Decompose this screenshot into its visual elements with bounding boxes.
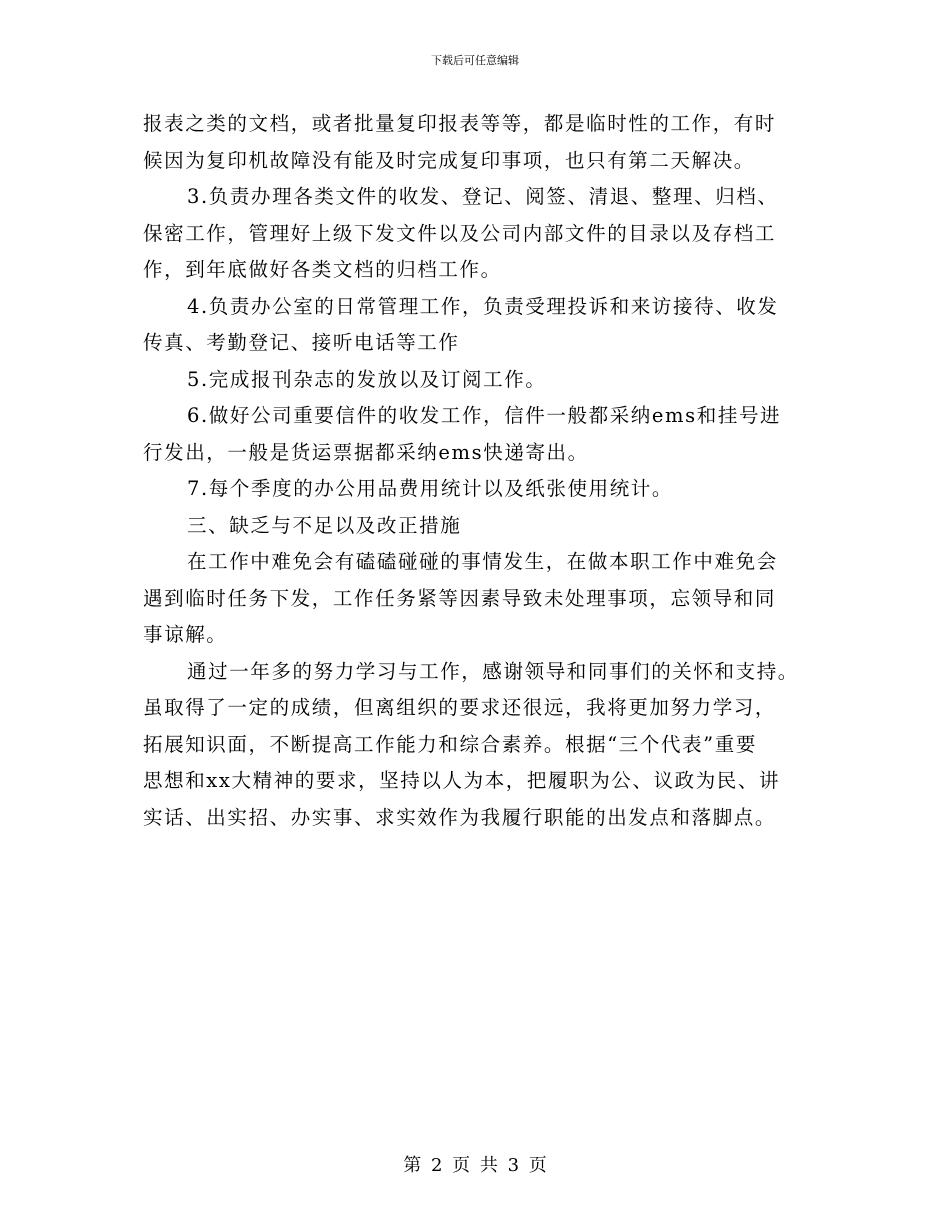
paragraph-line: 7.每个季度的办公用品费用统计以及纸张使用统计。 (187, 477, 674, 500)
paragraph-line: 遇到临时任务下发，工作任务紧等因素导致未处理事项，忘领导和同 (143, 586, 777, 610)
section-heading (143, 508, 811, 545)
paragraph-line: 事谅解。 (143, 623, 228, 646)
paragraph-line: 候因为复印机故障没有能及时完成复印事项，也只有第二天解决。 (143, 148, 755, 172)
paragraph-shortcomings (143, 544, 811, 654)
paragraph-1 (143, 106, 811, 179)
paragraph-line: 6.做好公司重要信件的收发工作，信件一般都采纳ems和挂号进 (187, 404, 782, 427)
paragraph-line: 3.负责办理各类文件的收发、登记、阅签、清退、整理、归档、 (187, 185, 779, 208)
paragraph-conclusion (143, 654, 811, 837)
paragraph-line: 通过一年多的努力学习与工作，感谢领导和同事们的关怀和支持。 (187, 659, 799, 683)
paragraph-line: 在工作中难免会有磕磕碰碰的事情发生，在做本职工作中难免会 (187, 550, 778, 573)
paragraph-line: 拓展知识面，不断提高工作能力和综合素养。根据“三个代表”重要 (143, 732, 757, 756)
paragraph-line: 报表之类的文档，或者批量复印报表等等，都是临时性的工作，有时 (143, 112, 777, 135)
document-body (143, 106, 811, 836)
paragraph-item-4 (143, 289, 811, 362)
paragraph-line: 4.负责办公室的日常管理工作，负责受理投诉和来访接待、收发 (187, 294, 779, 318)
paragraph-line: 作，到年底做好各类文档的归档工作。 (143, 258, 502, 281)
paragraph-line: 5.完成报刊杂志的发放以及订阅工作。 (187, 367, 547, 391)
paragraph-item-6 (143, 398, 811, 471)
page-number: 第 2 页 共 3 页 (403, 1155, 547, 1176)
paragraph-line: 思想和xx大精神的要求，坚持以人为本，把履职为公、议政为民、讲 (143, 769, 781, 792)
paragraph-line: 实话、出实招、办实事、求实效作为我履行职能的出发点和落脚点。 (143, 805, 777, 829)
paragraph-line: 行发出，一般是货运票据都采纳ems快递寄出。 (143, 440, 589, 464)
paragraph-item-7 (143, 471, 811, 508)
page-header: 下载后可任意编辑 (431, 54, 519, 67)
paragraph-line: 传真、考勤登记、接听电话等工作 (143, 331, 460, 354)
paragraph-line: 三、缺乏与不足以及改正措施 (187, 513, 462, 537)
paragraph-item-5 (143, 362, 811, 399)
paragraph-line: 保密工作，管理好上级下发文件以及公司内部文件的目录以及存档工 (143, 221, 777, 245)
paragraph-line: 虽取得了一定的成绩，但离组织的要求还很远，我将更加努力学习， (143, 696, 777, 719)
paragraph-item-3 (143, 179, 811, 289)
